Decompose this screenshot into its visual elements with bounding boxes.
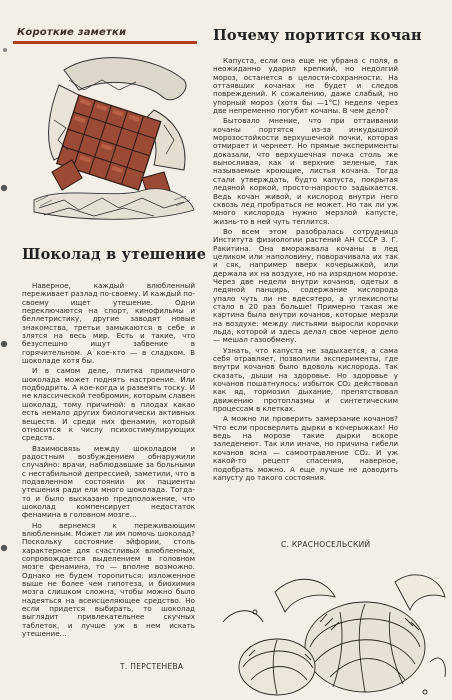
left-paragraph: Наверное, каждый влюбленный переживает разлад по-своему. И каждый по-своему ищет утешение. Одни переключаются на спорт, кинофильмы и беллетристику, другие заводят новые знакомства, третьи замыкаются в себе и злятся на весь мир. Есть и такие, что безуспешно ищут забвение в горячительном. А кое-кто — в сладком. В шоколаде хотя бы. bbox=[22, 281, 195, 366]
cabbage-sketch-illustration bbox=[215, 552, 450, 700]
right-paragraph: А можно ли проверить замерзание кочанов? Что если просверлить дырки в кочерыжках! Но ведь на морозе такие дырки вскоре заледенеют. Так или иначе, но причина гибели кочанов ясна — самоотравление CO₂. И уж какой-то рецепт спасения, наверное, подобрать можно. А еще лучше не доводить капусту до такого состояния. bbox=[213, 414, 398, 482]
right-article-title: Почему портится кочан bbox=[213, 27, 422, 44]
left-article-author: Т. ПЕРСТЕНЕВА bbox=[120, 662, 184, 671]
left-paragraph: И в самом деле, плитка приличного шоколада может поднять настроение. Или подбодрить. А кое-когда и развеять тоску. И не классической теобромин, которым славен шоколад, тому причиной: в плодах какао есть немало других биологически активных веществ. И среди них фенамин, который относится к числу психостимулирующих средств. bbox=[22, 366, 195, 443]
right-paragraph: Капуста, если она еще не убрана с поля, в неожиданно ударил крепкий, но недолгий мороз, останется в целости-сохранности. На оттаявших кочанах не будет и следов повреждений. К сожалению, даже слабый, но упорный мороз (хотя бы —1°C) неделя через две непременно погубит кочаны. В чем дело? bbox=[213, 56, 398, 116]
left-paragraph: Взаимосвязь между шоколадом и радостным возбуждением обнаружили случайно: врачи, наблюдавшие за больными с нестабильной депрессией, заметили, что в подавленном состоянии их пациенты утешения ради ели много шоколада. Тогда-то и было высказано предположение, что шоколад компенсирует недостаток фенамина в головном мозге... bbox=[22, 443, 195, 520]
chocolate-illustration bbox=[24, 50, 199, 225]
binding-holes bbox=[0, 0, 14, 700]
right-paragraph: Узнать, что капуста не задыхается, а сама себя отравляет, позволили эксперименты, где внутри кочанов было вдоволь кислорода. Так сказать, дыши на здоровье. Но здоровье у кочанов пошатнулось: избыток CO₂ действовал как яд, тормозил дыхание, препятствовал движению протоплазмы и синтетическим процессам в клетках. bbox=[213, 345, 398, 414]
section-rule bbox=[13, 41, 197, 44]
right-article-author: С. КРАСНОСЕЛЬСКИЙ bbox=[281, 540, 371, 549]
left-article-title: Шоколад в утешение bbox=[22, 246, 207, 263]
left-paragraph: Но вернемся к переживающим влюбленным. Может ли им помочь шоколад? Поскольку состояние эйфории, столь характерное для счастливых влюбленных, сопровождается выделением в головном мозге фенамина, то — вполне возможно. Однако не будем торопиться: изложенное выше не более чем гипотеза, и биохимия мозга слишком сложна, чтобы можно было надеяться на всеисцеляющее средство. Но если придется выбирать, то шоколад выглядит привлекательнее скучных таблеток, и лучше уж в нем искать утешение... bbox=[22, 520, 195, 639]
section-tag: Короткие заметки bbox=[17, 27, 127, 38]
right-article-body bbox=[213, 57, 398, 484]
right-paragraph: Бытовало мнение, что при оттаивании кочаны портятся из-за инкудышной морозостойкости верхушечной почки, которая отмирает и чернеет. Но прямые эксперименты доказали, что верхушечная почка столь же выносливая, как и верхние зеленые, так называемые кроющие, листья кочана. Тогда стали утверждать, будто капуста, покрытая ледяной коркой, просто-напросто задыхается. Ведь кочан живой, и кислород внутри него сквозь лед пробраться не может. Но так ли уж много кислорода нужно мерзлой капусте, жизнь-то в ней чуть теплится. bbox=[213, 116, 398, 226]
left-article-body bbox=[22, 282, 195, 640]
right-paragraph: Во всем этом разобралась сотрудница Института физиологии растений АН СССР З. Г. Ракитина. Она вморажвала кочаны в лед целиком или наполовину, поворачивала их так и сяк, например вверх кочерыжкой, или держала их на воздухе, но на изрядном морозе. Через две недели внутри кочанов, одетых в ледяной панцирь, содержание кислорода упало чуть ли не вдесятеро, а углекислоты стало в 20 раз больше! Примерно такая же картина была внутри кочанов, которые мерзли на воздухе: между листьями выросли корочки льда, которой и здесь делал свое черное дело — мешал газообмену. bbox=[213, 226, 398, 345]
